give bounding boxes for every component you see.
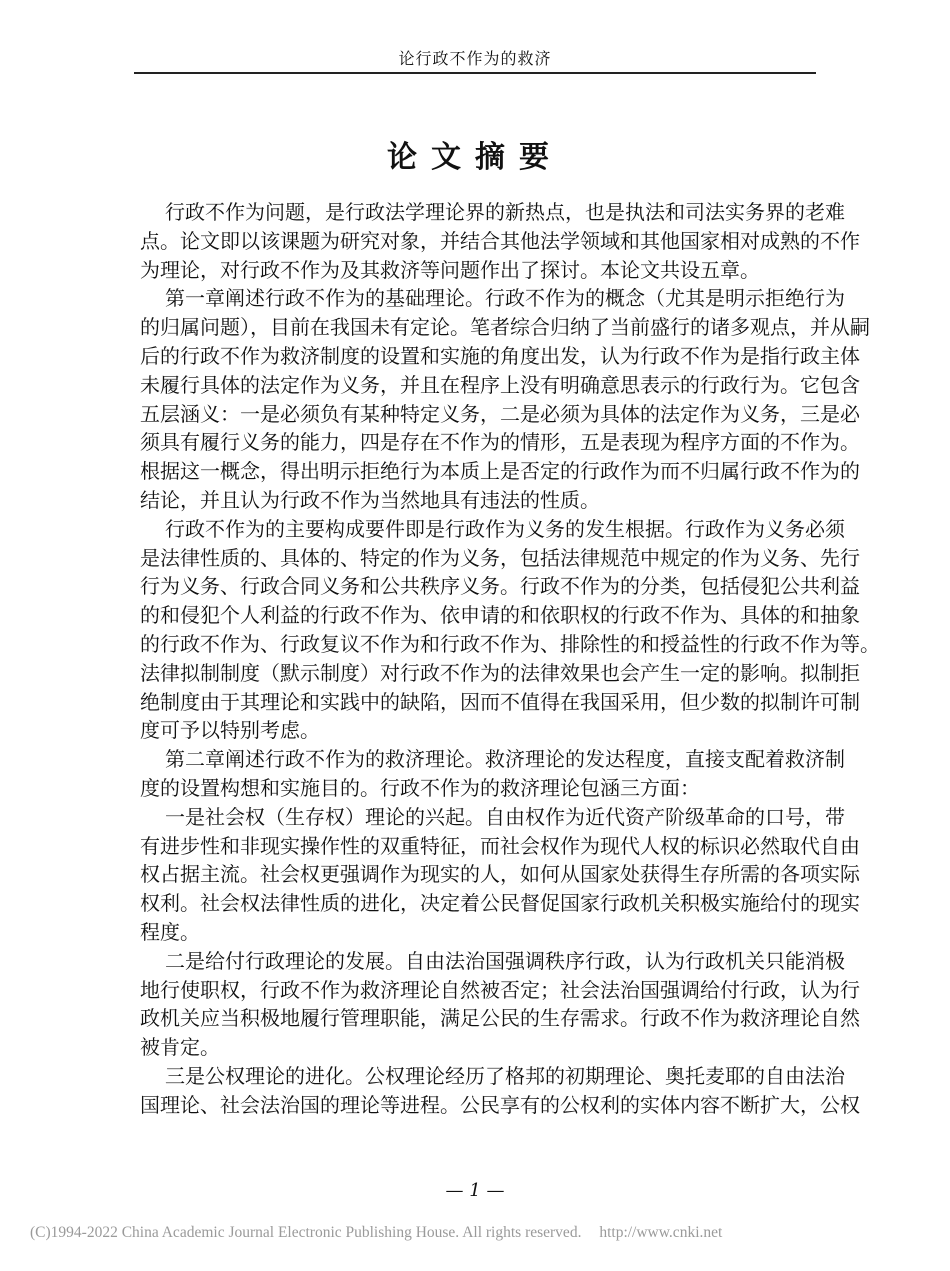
paragraph-line: 点。论文即以该课题为研究对象，并结合其他法学领域和其他国家相对成熟的不作 [140,228,860,253]
paragraph-line: 二是给付行政理论的发展。自由法治国强调秩序行政，认为行政机关只能消极 [165,948,845,973]
paragraph-line: 权利。社会权法律性质的进化，决定着公民督促国家行政机关积极实施给付的现实 [140,891,860,916]
paragraph [140,1062,860,1120]
paragraph-line: 为理论，对行政不作为及其救济等问题作出了探讨。本论文共设五章。 [140,257,760,282]
paragraph-line: 的行政不作为、行政复议不作为和行政不作为、排除性的和授益性的行政不作为等。 [140,631,880,656]
paragraph-line: 第一章阐述行政不作为的基础理论。行政不作为的概念（尤其是明示拒绝行为 [165,286,845,311]
running-head: 论行政不作为的救济 [398,49,552,68]
paragraph-line: 权占据主流。社会权更强调作为现实的人，如何从国家处获得生存所需的各项实际 [140,862,860,887]
page-number: — 1 — [445,1180,505,1201]
page-title: 论文摘要 [387,140,563,175]
paragraph-line: 有进步性和非现实操作性的双重特征，而社会权作为现代人权的标识必然取代自由 [140,833,860,858]
paragraph-line: 被肯定。 [140,1035,220,1060]
paragraph-line: 第二章阐述行政不作为的救济理论。救济理论的发达程度，直接支配着救济制 [165,747,845,772]
paragraph-line: 行政不作为的主要构成要件即是行政作为义务的发生根据。行政作为义务必须 [165,516,845,541]
cnki-link[interactable]: http://www.cnki.net [599,1224,723,1241]
paragraph-line: 须具有履行义务的能力，四是存在不作为的情形，五是表现为程序方面的不作为。 [140,430,860,455]
paragraph-line: 后的行政不作为救济制度的设置和实施的角度出发，认为行政不作为是指行政主体 [140,343,860,368]
header-rule [134,72,816,74]
paragraph-line: 结论，并且认为行政不作为当然地具有违法的性质。 [140,487,600,512]
paragraph-line: 法律拟制制度（默示制度）对行政不作为的法律效果也会产生一定的影响。拟制拒 [140,660,860,685]
paragraph-line: 根据这一概念，得出明示拒绝行为本质上是否定的行政作为而不归属行政不作为的 [140,459,860,484]
paragraph-line: 程度。 [140,919,200,944]
paragraph [140,803,860,947]
paragraph-line: 未履行具体的法定作为义务，并且在程序上没有明确意思表示的行政行为。它包含 [140,372,860,397]
paragraph-line: 五层涵义：一是必须负有某种特定义务，二是必须为具体的法定作为义务，三是必 [140,401,860,426]
paragraph [140,745,845,803]
paragraph [140,284,870,514]
paragraph-line: 三是公权理论的进化。公权理论经历了格邦的初期理论、奥托麦耶的自由法治 [165,1063,845,1088]
paragraph-line: 地行使职权，行政不作为救济理论自然被否定；社会法治国强调给付行政，认为行 [140,977,860,1002]
paragraph [140,198,860,284]
paragraph [140,515,880,745]
paragraph-line: 一是社会权（生存权）理论的兴起。自由权作为近代资产阶级革命的口号，带 [165,804,845,829]
paragraph-line: 度的设置构想和实施目的。行政不作为的救济理论包涵三方面： [140,775,700,800]
paragraph-line: 绝制度由于其理论和实践中的缺陷，因而不值得在我国采用，但少数的拟制许可制 [140,689,860,714]
paragraph-line: 政机关应当积极地履行管理职能，满足公民的生存需求。行政不作为救济理论自然 [140,1006,860,1031]
paragraph-line: 国理论、社会法治国的理论等进程。公民享有的公权利的实体内容不断扩大，公权 [140,1092,860,1117]
paragraph-line: 的归属问题），目前在我国未有定论。笔者综合归纳了当前盛行的诸多观点，并从嗣 [140,315,870,340]
paragraph-line: 的和侵犯个人利益的行政不作为、依申请的和依职权的行政不作为、具体的和抽象 [140,603,860,628]
paragraph [140,947,860,1062]
paragraph-line: 行政不作为问题，是行政法学理论界的新热点，也是执法和司法实务界的老难 [165,200,845,224]
copyright-text: (C)1994-2022 China Academic Journal Electronic Publishing House. All rights reserved. [30,1224,582,1241]
abstract-body [140,198,880,1120]
paragraph-line: 度可予以特别考虑。 [140,718,320,743]
paragraph-line: 行为义务、行政合同义务和公共秩序义务。行政不作为的分类，包括侵犯公共利益 [140,574,860,599]
paragraph-line: 是法律性质的、具体的、特定的作为义务，包括法律规范中规定的作为义务、先行 [140,545,860,570]
copyright-footer [30,1224,722,1242]
